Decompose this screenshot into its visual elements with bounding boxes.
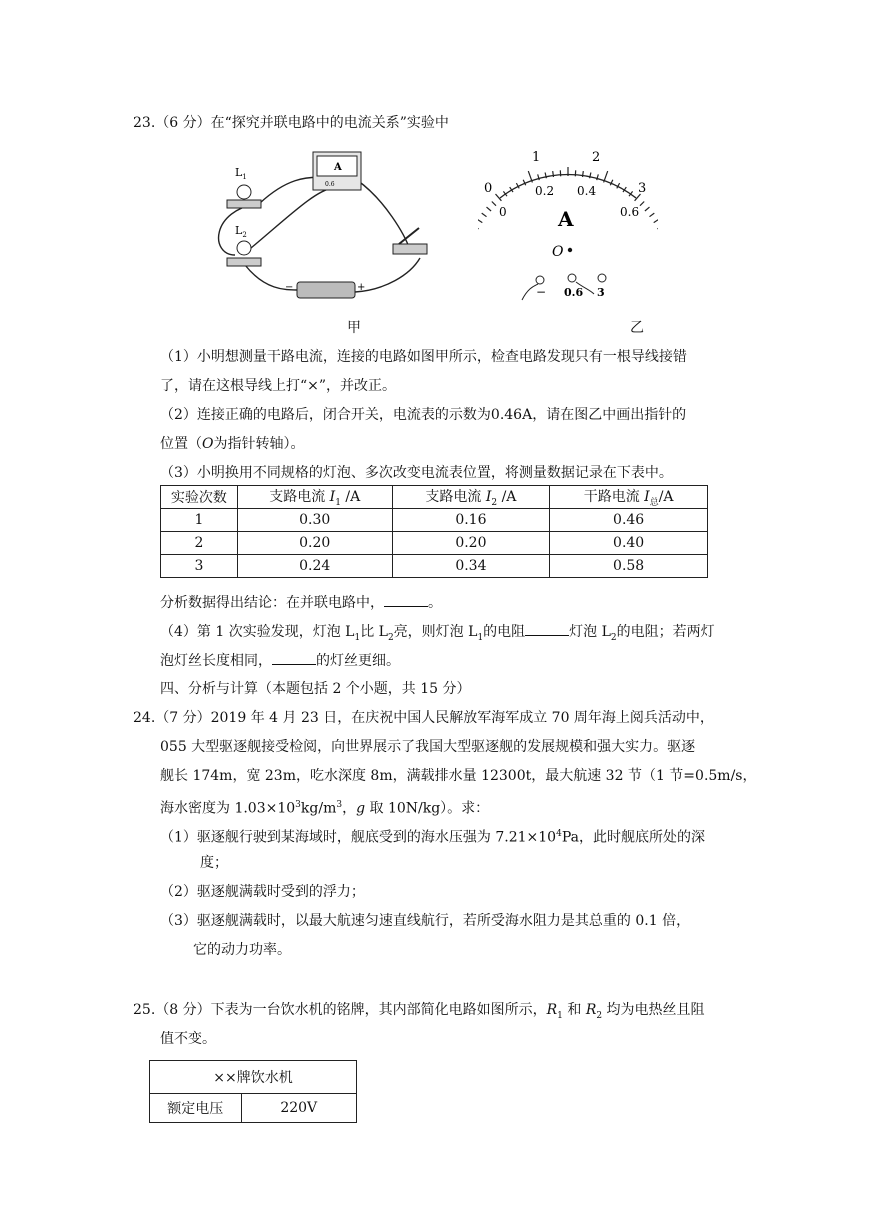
battery-plus: +: [357, 282, 366, 293]
ammeter-scale-label: 0.6: [325, 181, 335, 188]
terminal-minus-label: −: [536, 285, 547, 299]
q23-p1b: 了，请在这根导线上打“×”，并改正。: [160, 378, 397, 394]
table-cell: 3: [161, 555, 238, 578]
q23-p3: （3）小明换用不同规格的灯泡、多次改变电流表位置，将测量数据记录在下表中。: [160, 465, 673, 481]
table-cell: 0.40: [550, 532, 708, 555]
table-row: [161, 509, 708, 532]
table-cell: 0.30: [237, 509, 392, 532]
q25-line1: 25.（8 分）下表为一台饮水机的铭牌，其内部简化电路如图所示，$R_1$ 和 $R_2$ 均为电热丝且阻: [133, 1002, 705, 1021]
answer-blank[interactable]: [384, 592, 428, 607]
dial-tick: [553, 171, 554, 177]
table-cell: 0.20: [237, 532, 392, 555]
bottom-tick-02: 0.2: [535, 184, 555, 198]
q24-s3a: （3）驱逐舰满载时，以最大航速匀速直线航行，若所受海水阻力是其总重的 0.1 倍，: [160, 913, 691, 929]
q23-p1a: （1）小明想测量干路电流，连接的电路如图甲所示，检查电路发现只有一根导线接错: [160, 349, 687, 365]
data-table: [160, 485, 708, 578]
table-cell: 1: [161, 509, 238, 532]
caption-jia: 甲: [347, 320, 361, 336]
header-main-i: 干路电流 $I_总/A$: [550, 486, 708, 509]
table-cell: 0.46: [550, 509, 708, 532]
q24-s1b: 度；: [200, 855, 228, 871]
ammeter-dial-figure-yi: [478, 148, 658, 303]
nameplate-value-voltage: 220V: [241, 1094, 357, 1123]
dial-unit: A: [558, 207, 574, 231]
lamp-l2: [227, 224, 261, 266]
circuit-figure-jia: [205, 140, 445, 305]
dial-tick: [590, 173, 591, 179]
top-tick-3: 3: [638, 181, 647, 196]
table-cell: 2: [161, 532, 238, 555]
pivot-dot: [568, 248, 572, 252]
dial-tick: [640, 202, 644, 206]
bottom-tick-0: 0: [499, 205, 507, 219]
ammeter-device: [313, 152, 361, 190]
q25-line2: 值不变。: [160, 1031, 216, 1047]
dial-tick: [654, 219, 658, 222]
nameplate-table: [149, 1060, 357, 1123]
bottom-tick-04: 0.4: [577, 184, 597, 198]
terminal-minus: [536, 276, 544, 284]
lamp-l1: [227, 166, 261, 208]
top-tick-1: 1: [532, 150, 541, 165]
q24-s3b: 它的动力功率。: [193, 942, 291, 958]
terminal-3-label: 3: [597, 286, 605, 299]
battery: [285, 282, 365, 298]
q24-s2: （2）驱逐舰满载时受到的浮力；: [160, 884, 365, 900]
table-cell: 0.58: [550, 555, 708, 578]
caption-yi: 乙: [630, 320, 644, 336]
q24-line3: 舰长 174m，宽 23m，吃水深度 8m，满载排水量 12300t，最大航速 32 节（1 节=0.5m/s，: [160, 768, 757, 784]
q23-conclusion: 分析数据得出结论：在并联电路中， 。: [160, 592, 442, 613]
table-cell: 0.20: [392, 532, 550, 555]
top-tick-2: 2: [592, 150, 601, 165]
nameplate-title-row: [150, 1061, 357, 1094]
dial-tick: [597, 174, 599, 180]
dial-tick: [478, 219, 482, 222]
q23-p2a: （2）连接正确的电路后，闭合开关，电流表的示数为0.46A，请在图乙中画出指针的: [160, 407, 687, 423]
top-tick-0: 0: [484, 181, 493, 196]
bottom-tick-06: 0.6: [620, 205, 640, 219]
table-cell: 0.34: [392, 555, 550, 578]
lamp-l1-label: $L_1$: [235, 166, 247, 181]
dial-tick: [478, 223, 479, 229]
header-trial: 实验次数: [161, 486, 238, 509]
dial-tick: [583, 171, 584, 177]
nameplate-title: ××牌饮水机: [150, 1061, 357, 1094]
header-branch-i1: 支路电流 $I_1$ /A: [237, 486, 392, 509]
ammeter-a-label: A: [334, 162, 342, 173]
q23-p2b: 位置（O为指针转轴）。: [160, 436, 305, 452]
wire-l2-ammeter: [245, 188, 333, 253]
table-row: [161, 532, 708, 555]
table-cell: 0.24: [237, 555, 392, 578]
dial-tick: [492, 202, 496, 206]
table-cell: 0.16: [392, 509, 550, 532]
q24-line2: 055 大型驱逐舰接受检阅，向世界展示了我国大型驱逐舰的发展规模和强大实力。驱逐: [160, 739, 696, 755]
table-row: [161, 555, 708, 578]
battery-minus: −: [285, 282, 294, 293]
q23-p4a: （4）第 1 次实验发现，灯泡 $L_1$比 $L_2$亮，则灯泡 $L_1$的电阻 灯泡 $L_2$的电阻；若两灯: [160, 621, 715, 648]
dial-tick: [487, 207, 492, 211]
dial-tick: [545, 173, 546, 179]
answer-blank[interactable]: [272, 650, 316, 665]
switch: [393, 228, 427, 254]
q23-title: 23.（6 分）在“探究并联电路中的电流关系”实验中: [133, 115, 449, 131]
q24-s1a: （1）驱逐舰行驶到某海域时，舰底受到的海水压强为 $7.21\times 10^4Pa$，此时舰底所处的深: [160, 829, 705, 846]
lamp-l2-label: $L_2$: [235, 224, 247, 239]
section-4-heading: 四、分析与计算（本题包括 2 个小题，共 15 分）: [160, 681, 471, 697]
pivot-label: O: [552, 244, 564, 260]
nameplate-label-voltage: 额定电压: [150, 1094, 242, 1123]
dial-tick: [645, 207, 650, 211]
answer-blank[interactable]: [525, 621, 569, 636]
terminal-06: [568, 274, 576, 282]
dial-arc: [500, 174, 636, 198]
dial-tick: [538, 174, 540, 180]
dial-tick: [657, 223, 658, 229]
table-row: [150, 1094, 357, 1123]
table-header-row: [161, 486, 708, 509]
dial-tick: [650, 213, 655, 217]
dial-tick: [482, 213, 487, 217]
wire-ammeter-switch: [357, 180, 410, 250]
terminal-3: [598, 274, 606, 282]
q24-line4: 海水密度为 $1.03\times 10^3kg/m^3$，g 取 10N/kg）。求：: [160, 800, 490, 817]
q23-p4b: 泡灯丝长度相同， 的灯丝更细。: [160, 650, 400, 671]
header-branch-i2: 支路电流 $I_2$ /A: [392, 486, 550, 509]
terminal-06-label: 0.6: [564, 286, 584, 299]
q24-line1: 24.（7 分）2019 年 4 月 23 日，在庆祝中国人民解放军海军成立 70 周年海上阅兵活动中，: [133, 710, 714, 726]
